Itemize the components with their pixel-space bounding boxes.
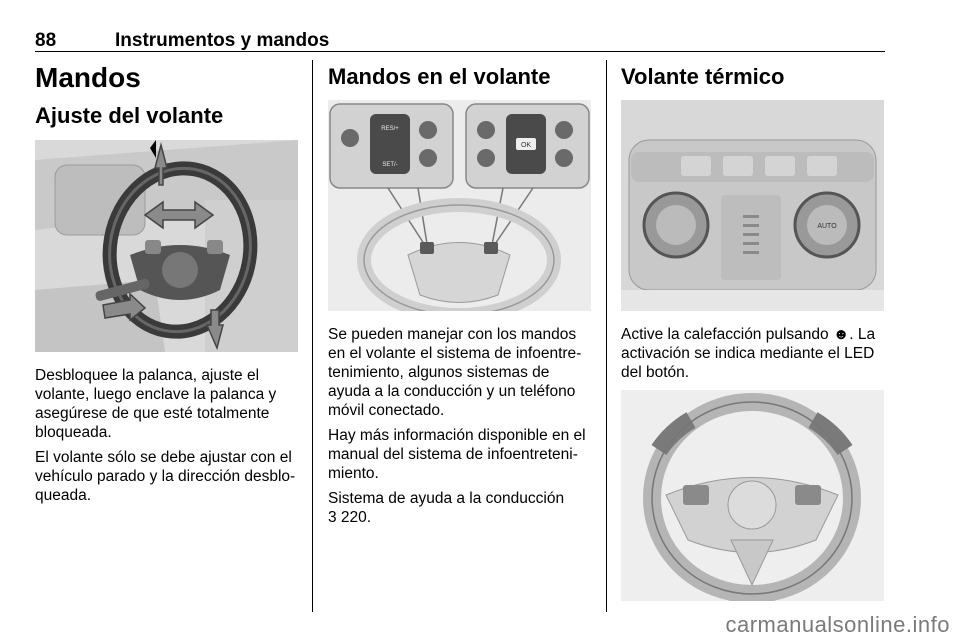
- paragraph: Se pueden manejar con los mandos en el volante el sistema de infoentre-tenimiento, algunos sistemas de ayuda a la conducción y un teléfono móvil conectado.: [328, 326, 582, 419]
- heated-wheel-text: [621, 325, 886, 388]
- page-reference: 3 220.: [328, 509, 372, 526]
- chapter-title: Instrumentos y mandos: [115, 30, 330, 51]
- watermark: carmanualsonline.info: [725, 612, 950, 637]
- res-button-label: RES/+: [381, 126, 399, 132]
- steering-adjust-illustration: [35, 140, 298, 352]
- paragraph: Desbloquee la palanca, ajuste el volante, luego enclave la palanca y asegúrese de que esté totalmente bloqueada.: [35, 367, 277, 441]
- steering-adjust-text: [35, 366, 300, 511]
- ok-button-label: OK: [520, 142, 532, 149]
- page-number: 88: [35, 30, 57, 51]
- climate-panel-illustration: [621, 100, 884, 311]
- paragraph: El volante sólo se debe ajustar con el vehículo parado y la dirección desblo-queada.: [35, 449, 296, 504]
- column-divider-2: [606, 60, 607, 612]
- section-title-mandos: Mandos: [35, 62, 141, 93]
- paragraph: Active la calefacción pulsando ☻. La activación se indica mediante el LED del botón.: [621, 326, 876, 381]
- header-rule: [35, 51, 885, 52]
- steering-controls-text: [328, 325, 593, 533]
- section-title-mandos-volante: Mandos en el volante: [328, 64, 551, 89]
- column-heated-wheel: [621, 60, 886, 91]
- auto-button-label: AUTO: [817, 223, 837, 230]
- section-title-volante-termico: Volante térmico: [621, 64, 785, 89]
- set-button-label: SET/-: [382, 162, 398, 168]
- paragraph: Sistema de ayuda a la conducción: [328, 490, 565, 507]
- page-header: [35, 30, 885, 52]
- heated-wheel-illustration: [621, 390, 884, 601]
- column-steering-controls: [328, 60, 593, 91]
- steering-controls-illustration: [328, 100, 591, 311]
- subsection-title-ajuste: Ajuste del volante: [35, 103, 224, 128]
- paragraph: Hay más información disponible en el manual del sistema de infoentreteni-miento.: [328, 427, 586, 482]
- column-steering-adjust: [35, 60, 300, 130]
- column-divider-1: [312, 60, 313, 612]
